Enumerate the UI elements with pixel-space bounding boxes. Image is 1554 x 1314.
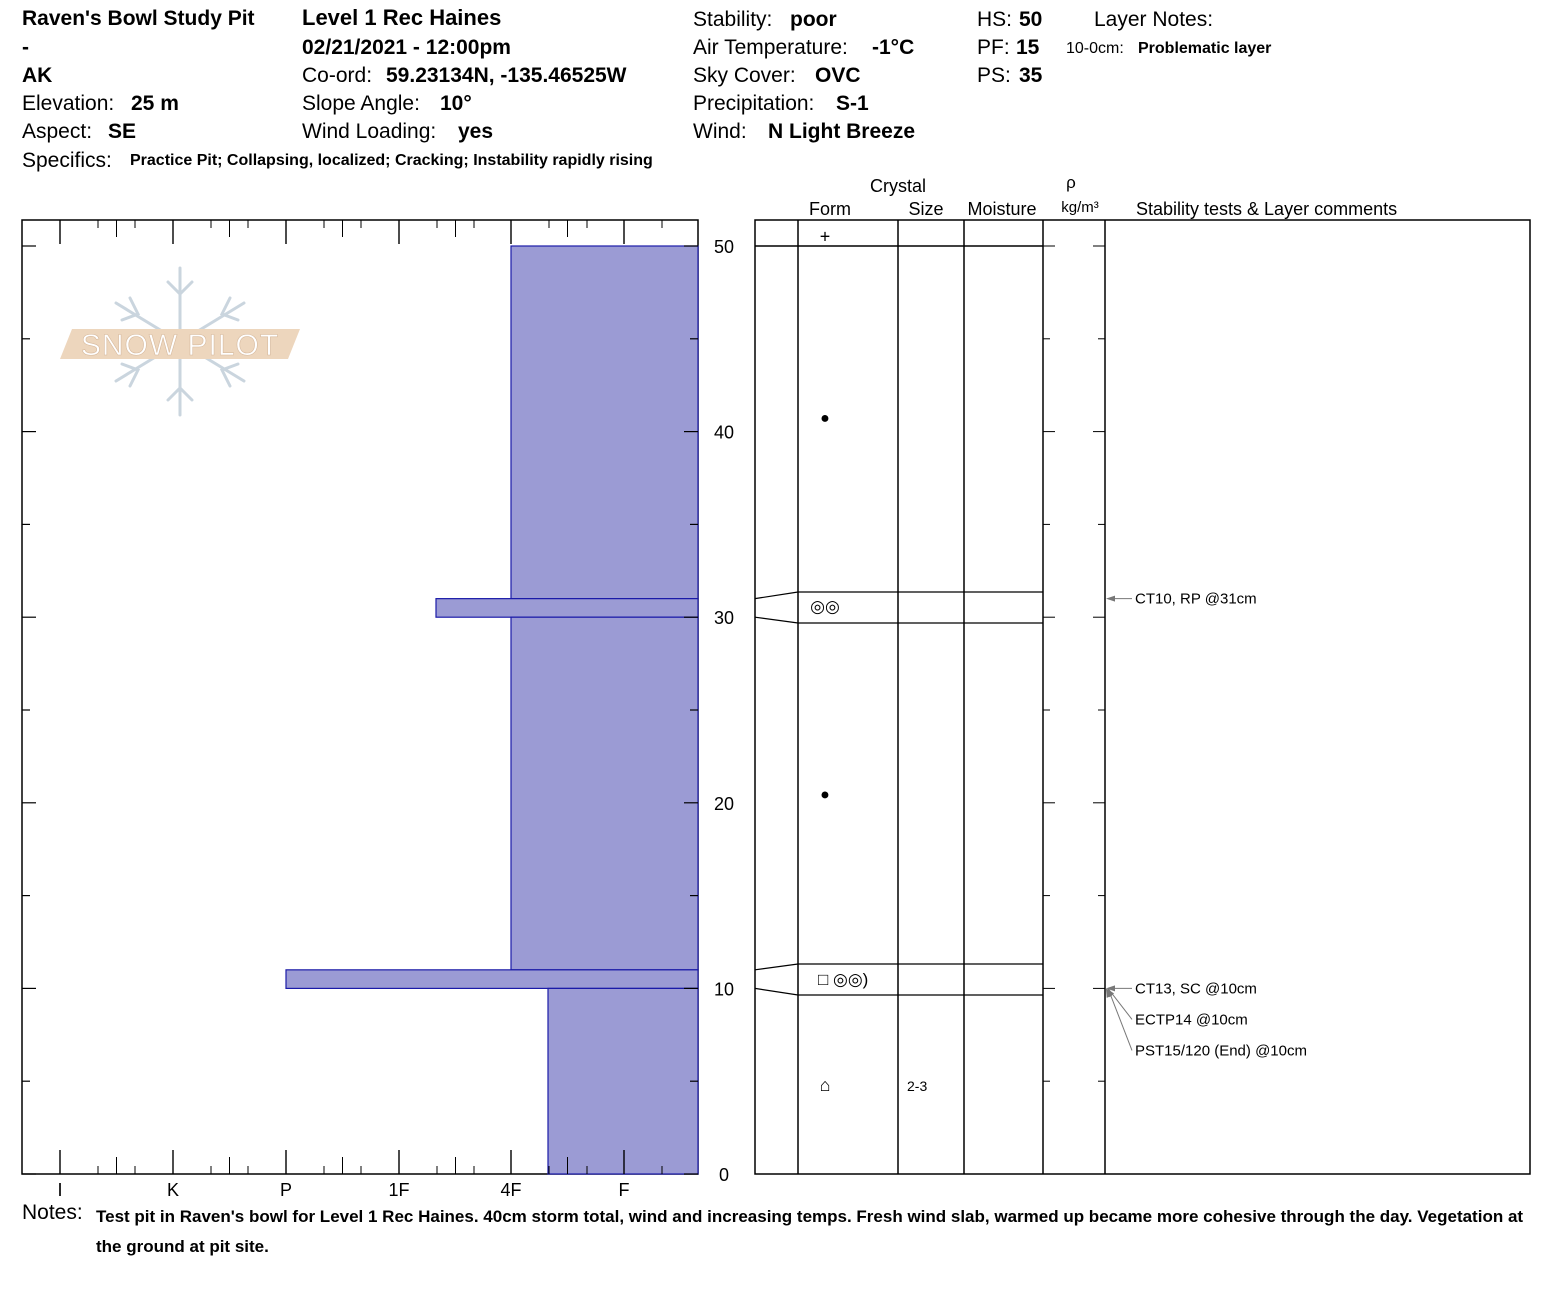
depth-label-40: 40 <box>713 422 735 443</box>
moisture-header: Moisture <box>967 199 1037 219</box>
snow-pilot-logo-text: SNOW PILOT <box>80 329 280 362</box>
grain-form-5: ⌂ <box>819 1074 831 1095</box>
slope-label: Slope Angle: <box>302 92 420 115</box>
grain-form-2: ◎◎ <box>810 597 840 617</box>
depth-label-0: 0 <box>718 1165 730 1185</box>
layer-table-frame <box>755 220 1530 1174</box>
pf-value: 15 <box>1016 36 1040 59</box>
depth-label-10: 10 <box>713 979 735 1000</box>
air-temp-label: Air Temperature: <box>693 36 848 59</box>
site-name: Raven's Bowl Study Pit <box>22 7 255 30</box>
test-arrowhead-0 <box>1106 596 1115 602</box>
hardness-tick-label-F: F <box>618 1180 630 1200</box>
coord-label: Co-ord: <box>302 64 373 87</box>
notes-label: Notes: <box>22 1201 83 1224</box>
hs-value: 50 <box>1019 8 1043 31</box>
hardness-tick-label-K: K <box>166 1180 180 1200</box>
test-label-3: PST15/120 (End) @10cm <box>1135 1042 1307 1060</box>
elevation-label: Elevation: <box>22 92 115 115</box>
precipitation-label: Precipitation: <box>693 92 815 115</box>
density-unit-header: kg/m³ <box>1061 199 1099 216</box>
hardness-tick-label-4F: 4F <box>500 1180 522 1200</box>
rho-header: ρ <box>1066 173 1076 192</box>
density-column-ticks <box>1043 246 1105 1174</box>
datetime: 02/21/2021 - 12:00pm <box>302 36 511 59</box>
elevation-value: 25 m <box>131 92 179 115</box>
layer-note-range: 10-0cm: <box>1066 40 1124 57</box>
test-label-2: ECTP14 @10cm <box>1135 1011 1248 1029</box>
aspect-value: SE <box>108 120 137 143</box>
ps-value: 35 <box>1019 64 1043 87</box>
grain-forms <box>810 227 927 1095</box>
specifics-value: Practice Pit; Collapsing, localized; Cracking; Instability rapidly rising <box>130 152 653 169</box>
hardness-bar-3 <box>286 970 698 989</box>
wind-loading-label: Wind Loading: <box>302 120 437 143</box>
hardness-profile <box>286 246 698 1174</box>
state: AK <box>22 64 53 87</box>
sky-cover-value: OVC <box>815 64 861 87</box>
hardness-bar-1 <box>436 599 698 618</box>
sky-cover-label: Sky Cover: <box>693 64 796 87</box>
hardness-tick-label-1F: 1F <box>388 1180 410 1200</box>
layer-table-columns <box>755 220 1105 1174</box>
site-dash: - <box>22 36 29 59</box>
grain-form-3: ● <box>820 786 830 804</box>
grain-form-4: □ ◎◎) <box>818 970 869 990</box>
test-label-0: CT10, RP @31cm <box>1135 590 1257 608</box>
grain-form-0: + <box>819 226 831 247</box>
wind-label: Wind: <box>693 120 747 143</box>
crystal-header: Crystal <box>869 176 927 196</box>
air-temp-value: -1°C <box>872 36 915 59</box>
ps-label: PS: <box>977 64 1011 87</box>
grain-size-5: 2-3 <box>907 1077 928 1094</box>
notes-text: Test pit in Raven's bowl for Level 1 Rec Haines. 40cm storm total, wind and increasing temps. Fresh wind slab, warmed up became more cohesive through the day. Vegetation at the ground at pit site. <box>96 1207 1524 1256</box>
hardness-bar-4 <box>548 988 698 1174</box>
coord-value: 59.23134N, -135.46525W <box>386 64 627 87</box>
stability-value: poor <box>790 8 837 31</box>
slope-value: 10° <box>440 92 472 115</box>
layer-note-text: Problematic layer <box>1138 40 1272 57</box>
size-header: Size <box>908 199 944 219</box>
observer: Level 1 Rec Haines <box>302 5 502 30</box>
wind-loading-value: yes <box>458 120 494 143</box>
aspect-label: Aspect: <box>22 120 93 143</box>
specifics-label: Specifics: <box>22 149 112 172</box>
pf-label: PF: <box>977 36 1010 59</box>
depth-label-50: 50 <box>713 237 735 257</box>
hardness-bar-2 <box>511 617 698 970</box>
precipitation-value: S-1 <box>836 92 869 115</box>
stability-tests <box>1103 591 1307 1060</box>
hardness-bar-0 <box>511 246 698 599</box>
grain-form-1: ● <box>820 409 830 427</box>
comments-header: Stability tests & Layer comments <box>1136 199 1398 219</box>
depth-label-20: 20 <box>713 793 735 814</box>
form-header: Form <box>809 199 851 219</box>
snow-pilot-logo <box>60 268 300 415</box>
hardness-tick-label-I: I <box>57 1180 63 1200</box>
depth-label-30: 30 <box>713 608 735 629</box>
wind-value: N Light Breeze <box>768 120 916 143</box>
layer-notes-label: Layer Notes: <box>1094 8 1214 31</box>
test-label-1: CT13, SC @10cm <box>1135 980 1257 998</box>
hardness-tick-label-P: P <box>279 1180 293 1200</box>
stability-label: Stability: <box>693 8 773 31</box>
test-leader-3 <box>1108 988 1132 1050</box>
hs-label: HS: <box>977 8 1013 31</box>
